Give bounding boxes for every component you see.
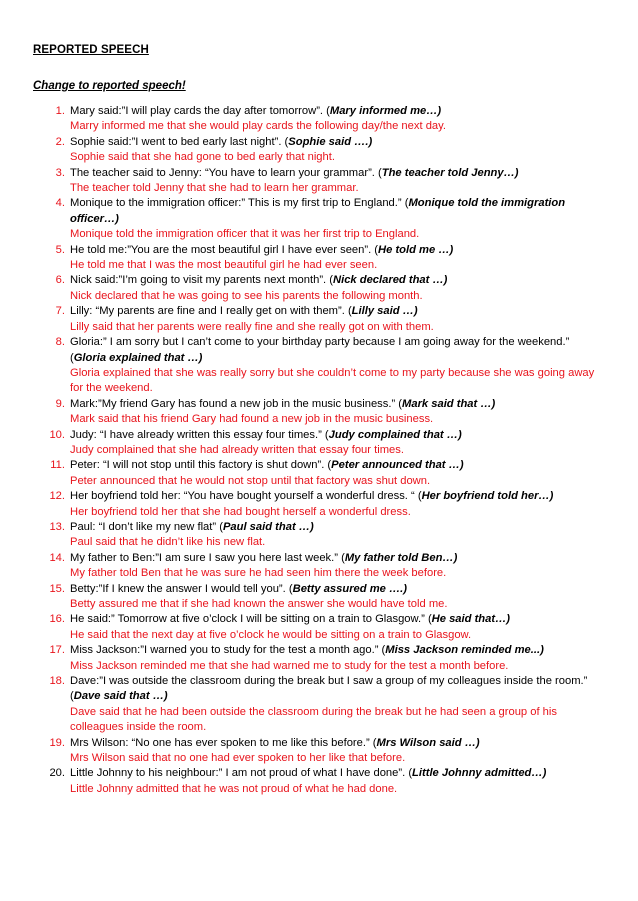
- exercise-body: [70, 397, 598, 428]
- reporting-hint: Mary informed me…): [329, 105, 442, 117]
- reported-speech-answer: Betty assured me that if she had known the answer she would have told me.: [70, 598, 448, 610]
- reported-speech-answer: Mrs Wilson said that no one had ever spoken to her like that before.: [70, 752, 406, 765]
- exercise-list: [33, 104, 598, 797]
- exercise-body: [70, 489, 598, 520]
- exercise-item: [33, 489, 598, 520]
- reported-speech-answer: Sophie said that she had gone to bed early that night.: [70, 151, 335, 164]
- exercise-body: [70, 458, 598, 489]
- reported-speech-answer: Gloria explained that she was really sorry but she couldn’t come to my party because she was going away for the weekend.: [70, 366, 595, 395]
- exercise-item: [33, 458, 598, 489]
- reporting-hint: The teacher told Jenny…): [381, 166, 519, 179]
- direct-speech-sentence: Nick said:”I’m going to visit my parents next month”. (: [70, 274, 333, 287]
- exercise-number: 19.: [49, 736, 65, 749]
- exercise-item: [33, 582, 598, 613]
- exercise-number: 1.: [55, 105, 65, 117]
- reported-speech-answer: Paul said that he didn’t like his new flat.: [70, 536, 266, 549]
- direct-speech-sentence: Lilly: “My parents are fine and I really get on with them”. (: [70, 305, 352, 318]
- exercise-number: 11.: [50, 459, 65, 472]
- exercise-item: [33, 135, 598, 166]
- exercise-body: [70, 766, 598, 797]
- exercise-item: [33, 766, 598, 797]
- exercise-number: 7.: [55, 305, 65, 318]
- reported-speech-answer: Dave said that he had been outside the classroom during the break but he had seen a group of his colleagues inside the room.: [70, 705, 557, 734]
- exercise-item: [33, 196, 598, 242]
- direct-speech-sentence: My father to Ben:”I am sure I saw you here last week.” (: [70, 551, 345, 564]
- exercise-body: [70, 166, 598, 197]
- exercise-number: 12.: [49, 490, 65, 503]
- document-heading: REPORTED SPEECH: [33, 44, 149, 56]
- reported-speech-answer: Mark said that his friend Gary had found a new job in the music business.: [70, 413, 434, 426]
- reported-speech-answer: Little Johnny admitted that he was not proud of what he had done.: [70, 782, 398, 795]
- exercise-number: 8.: [55, 336, 65, 349]
- reporting-hint: Betty assured me ….): [292, 582, 408, 595]
- exercise-number: 3.: [55, 166, 65, 179]
- exercise-number: 17.: [49, 644, 65, 657]
- reported-speech-answer: Monique told the immigration officer that it was her first trip to England.: [70, 228, 420, 241]
- exercise-body: [70, 551, 598, 582]
- reported-speech-answer: Marry informed me that she would play cards the following day/the next day.: [70, 120, 447, 133]
- exercise-body: [70, 273, 598, 304]
- direct-speech-sentence: Peter: “I will not stop until this factory is shut down”. (: [70, 459, 332, 472]
- reporting-hint: Peter announced that …): [331, 459, 464, 472]
- exercise-number: 6.: [55, 274, 65, 287]
- exercise-number: 10.: [49, 428, 65, 441]
- direct-speech-sentence: He told me:”You are the most beautiful girl I have ever seen”. (: [70, 243, 379, 256]
- direct-speech-sentence: Paul: “I don’t like my new flat” (: [70, 520, 223, 533]
- reported-speech-answer: Lilly said that her parents were really fine and she really got on with them.: [70, 320, 434, 333]
- reported-speech-answer: Her boyfriend told her that she had bought herself a wonderful dress.: [70, 505, 411, 518]
- exercise-number: 13.: [49, 520, 65, 533]
- exercise-number: 2.: [55, 135, 65, 148]
- direct-speech-sentence: Mrs Wilson: “No one has ever spoken to me like this before.” (: [70, 736, 377, 749]
- exercise-body: [70, 612, 598, 643]
- exercise-number: 4.: [55, 197, 65, 210]
- direct-speech-sentence: Miss Jackson:”I warned you to study for the test a month ago.” (: [70, 644, 386, 657]
- reporting-hint: He said that…): [431, 613, 510, 626]
- direct-speech-sentence: He said:” Tomorrow at five o’clock I will be sitting on a train to Glasgow.” (: [70, 613, 432, 626]
- exercise-number: 20.: [49, 767, 65, 780]
- exercise-body: [70, 104, 598, 135]
- direct-speech-sentence: Gloria:” I am sorry but I can’t come to your birthday party because I am going away for the weekend.” (: [70, 336, 570, 364]
- reporting-hint: Mark said that …): [402, 397, 496, 410]
- reporting-hint: Nick declared that …): [333, 274, 448, 287]
- direct-speech-sentence: Her boyfriend told her: “You have bought yourself a wonderful dress. “ (: [70, 490, 422, 503]
- exercise-body: [70, 335, 598, 397]
- exercise-body: [70, 243, 598, 274]
- direct-speech-sentence: Monique to the immigration officer:” This is my first trip to England.” (: [70, 197, 409, 210]
- reporting-hint: My father told Ben…): [344, 551, 458, 564]
- exercise-number: 15.: [49, 582, 65, 595]
- reporting-hint: Little Johnny admitted…): [412, 767, 547, 780]
- direct-speech-sentence: Little Johnny to his neighbour:” I am not proud of what I have done”. (: [70, 767, 413, 780]
- direct-speech-sentence: Betty:”If I knew the answer I would tell you”. (: [70, 582, 293, 595]
- exercise-body: [70, 736, 598, 767]
- reporting-hint: Monique told the immigration officer…): [70, 197, 566, 225]
- reported-speech-answer: Judy complained that she had already written that essay four times.: [70, 443, 404, 456]
- exercise-number: 18.: [49, 675, 65, 688]
- reported-speech-answer: Miss Jackson reminded me that she had warned me to study for the test a month before.: [70, 659, 509, 672]
- exercise-item: [33, 736, 598, 767]
- exercise-body: [70, 582, 598, 613]
- reporting-hint: Miss Jackson reminded me...): [385, 644, 544, 657]
- direct-speech-sentence: Judy: “I have already written this essay four times.” (: [70, 428, 329, 441]
- exercise-item: [33, 428, 598, 459]
- exercise-number: 16.: [49, 613, 65, 626]
- direct-speech-sentence: Sophie said:”I went to bed early last night”. (: [70, 135, 289, 148]
- reported-speech-answer: He told me that I was the most beautiful girl he had ever seen.: [70, 259, 378, 272]
- exercise-body: [70, 196, 598, 242]
- exercise-item: [33, 335, 598, 397]
- exercise-body: [70, 428, 598, 459]
- reporting-hint: Judy complained that …): [328, 428, 462, 441]
- reporting-hint: Mrs Wilson said …): [376, 736, 480, 749]
- exercise-item: [33, 397, 598, 428]
- exercise-number: 9.: [55, 397, 65, 410]
- exercise-item: [33, 612, 598, 643]
- exercise-item: [33, 304, 598, 335]
- direct-speech-sentence: Mark:”My friend Gary has found a new job in the music business.” (: [70, 397, 403, 410]
- exercise-body: [70, 520, 598, 551]
- direct-speech-sentence: Dave:”I was outside the classroom during the break but I saw a group of my colleagues inside the room.” (: [70, 675, 588, 703]
- exercise-item: [33, 273, 598, 304]
- direct-speech-sentence: Mary said:”I will play cards the day after tomorrow”. (: [70, 105, 330, 117]
- reporting-hint: Paul said that …): [222, 520, 314, 533]
- instruction-subheading: Change to reported speech!: [33, 80, 186, 92]
- exercise-body: [70, 304, 598, 335]
- exercise-body: [70, 643, 598, 674]
- exercise-item: [33, 520, 598, 551]
- exercise-body: [70, 674, 598, 736]
- reported-speech-answer: He said that the next day at five o’clock he would be sitting on a train to Glasgow.: [70, 628, 472, 641]
- exercise-item: [33, 104, 598, 135]
- exercise-number: 5.: [55, 243, 65, 256]
- exercise-item: [33, 243, 598, 274]
- exercise-item: [33, 166, 598, 197]
- direct-speech-sentence: The teacher said to Jenny: “You have to learn your grammar”. (: [70, 166, 382, 179]
- exercise-item: [33, 551, 598, 582]
- reported-speech-answer: Nick declared that he was going to see his parents the following month.: [70, 289, 423, 302]
- exercise-item: [33, 643, 598, 674]
- reporting-hint: Dave said that …): [73, 690, 168, 703]
- reported-speech-answer: Peter announced that he would not stop until that factory was shut down.: [70, 474, 431, 487]
- reporting-hint: Lilly said …): [351, 305, 418, 318]
- exercise-item: [33, 674, 598, 736]
- reporting-hint: Gloria explained that …): [73, 351, 203, 364]
- exercise-body: [70, 135, 598, 166]
- exercise-number: 14.: [49, 551, 65, 564]
- reporting-hint: Her boyfriend told her…): [421, 490, 554, 503]
- reporting-hint: Sophie said ….): [288, 135, 373, 148]
- reported-speech-answer: The teacher told Jenny that she had to learn her grammar.: [70, 182, 359, 195]
- reported-speech-answer: My father told Ben that he was sure he had seen him there the week before.: [70, 567, 447, 580]
- reporting-hint: He told me …): [378, 243, 454, 256]
